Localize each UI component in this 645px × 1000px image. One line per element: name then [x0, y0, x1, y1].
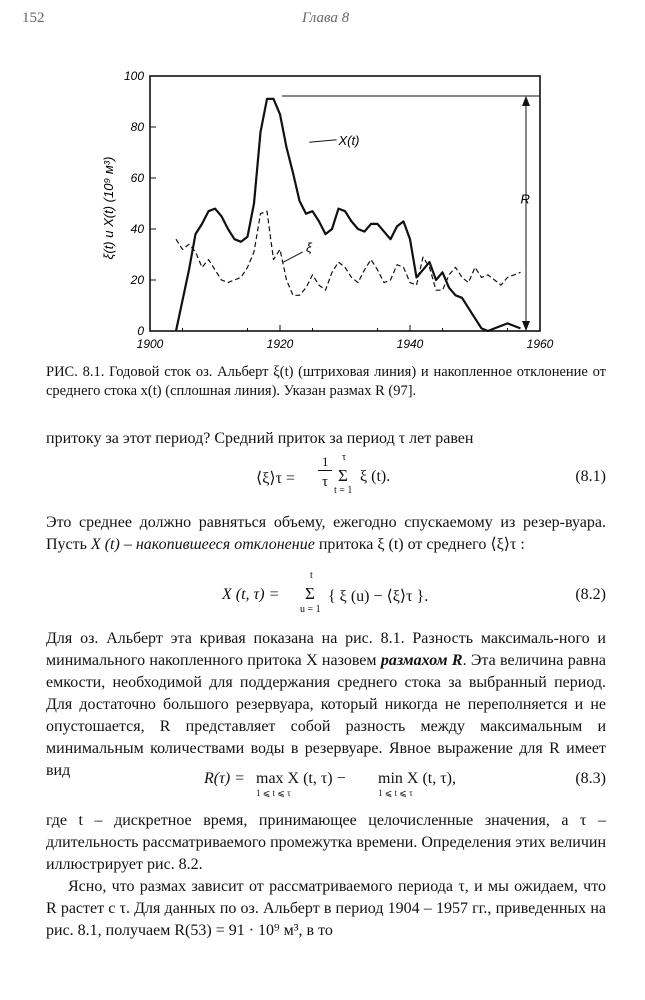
running-header: Глава 8: [302, 10, 350, 26]
annotation-label: ξ: [306, 239, 312, 255]
x-tick-label: 1940: [396, 337, 424, 351]
eq83-number: (8.3): [575, 770, 606, 787]
paragraph-5: [46, 876, 606, 942]
xi-label-leader: [283, 252, 303, 262]
eq81-number: (8.1): [575, 468, 606, 485]
paragraph-2: [46, 512, 606, 556]
eq82-number: (8.2): [575, 586, 606, 603]
equation-8-3: [46, 768, 606, 808]
paragraph-3-term: размахом R: [380, 652, 463, 669]
eq82-sum: Σ: [305, 584, 315, 603]
paragraph-4: [46, 810, 606, 876]
eq81-frac-bar: [318, 470, 332, 471]
eq81-lhs: ⟨ξ⟩τ =: [256, 470, 296, 487]
eq81-sum-bottom: t = 1: [334, 485, 353, 496]
paragraph-4-text: где t – дискретное время, принимающее целочисленные значения, а τ – длительность рассматриваемого промежутка времени. Определения этих величин иллюстрирует рис. 8.2.: [46, 812, 606, 873]
x-tick-label: 1920: [266, 337, 294, 351]
y-tick-label: 0: [137, 324, 144, 338]
eq81-sum: Σ: [338, 466, 348, 485]
x-label-leader: [309, 140, 336, 143]
paragraph-3: [46, 628, 606, 782]
paragraph-2-term: X (t) – накопившееся отклонение: [90, 536, 315, 553]
caption-label: РИС. 8.1.: [46, 364, 105, 380]
paragraph-2-text-a: Это среднее должно равняться объему, ежегодно спускаемому из резер-вуара. Пусть: [46, 514, 606, 553]
y-tick-label: 80: [130, 120, 144, 134]
x-tick-label: 1960: [526, 337, 554, 351]
eq81-term: ξ (t).: [360, 468, 391, 485]
paragraph-2-text-d: ⟨ξ⟩τ :: [490, 536, 525, 553]
eq81-frac-num: 1: [322, 454, 329, 469]
series-xi-line: [176, 211, 521, 295]
eq81-frac-den: τ: [322, 474, 329, 490]
y-axis-label-group: [101, 157, 116, 260]
y-tick-label: 100: [123, 69, 144, 83]
paragraph-3-text-c: . Эта величина равна емкости, необходимой для поддержания среднего стока за выбранный период. Для достаточно большого резервуара, который никогда не переполняется и не опустошается, R представляет собой разность между максимальным и минимальным количествами воды в резервуаре. Явное выражение для R имеет вид: [46, 652, 607, 779]
r-arrow-head-bottom: [522, 321, 530, 331]
y-tick-label: 60: [130, 171, 144, 185]
eq83-min-sub: 1 ⩽ t ⩽ τ: [378, 788, 413, 798]
figure-caption: [46, 363, 606, 401]
eq82-sum-top: t: [310, 570, 313, 581]
annotation-label: R: [520, 191, 530, 207]
eq82-sum-bottom: u = 1: [300, 604, 321, 615]
paragraph-5-text: Ясно, что размах зависит от рассматриваемого периода τ, и мы ожидаем, что R растет с τ. Для данных по оз. Альберт в период 1904 – 1957 гг., приведенных на рис. 8.1, получаем R(53) = 91 · 10⁹ м³, в то: [46, 878, 606, 939]
equation-8-2: [46, 570, 606, 622]
eq81-sum-top: τ: [342, 452, 347, 463]
page-number: 152: [22, 10, 45, 26]
paragraph-2-text-c: притока ξ (t) от среднего: [318, 536, 487, 553]
paragraph-1: [46, 428, 606, 450]
y-axis-label: ξ(t) u X(t) (10⁹ м³): [101, 156, 116, 260]
caption-text: Годовой сток оз. Альберт ξ(t) (штриховая линия) и накопленное отклонение от среднего стока x(t) (сплошная линия). Указан размах R (97].: [46, 364, 606, 399]
annotation-label: X(t): [338, 132, 360, 148]
r-arrow-head-top: [522, 96, 530, 106]
eq83-max: max X (t, τ) −: [256, 770, 346, 787]
chart: [0, 60, 645, 360]
paragraph-1-text: притоку за этот период? Средний приток за период τ лет равен: [46, 430, 474, 447]
x-tick-label: 1900: [136, 337, 164, 351]
eq82-lhs: X (t, τ) =: [222, 586, 280, 603]
plot-frame: [150, 76, 540, 331]
eq83-min: min X (t, τ),: [378, 770, 456, 787]
eq83-max-sub: 1 ⩽ t ⩽ τ: [256, 788, 291, 798]
eq82-term: { ξ (u) − ⟨ξ⟩τ }.: [328, 588, 429, 605]
y-tick-label: 40: [130, 222, 144, 236]
y-tick-label: 20: [130, 273, 144, 287]
equation-8-1: [46, 452, 606, 502]
eq83-lhs: R(τ) =: [204, 770, 245, 787]
figure-8-1: [0, 60, 645, 360]
paragraph-3-text-a: Для оз. Альберт эта кривая показана на рис. 8.1. Разность максималь-ного и минимального накопленного притока X назовем: [46, 630, 606, 669]
